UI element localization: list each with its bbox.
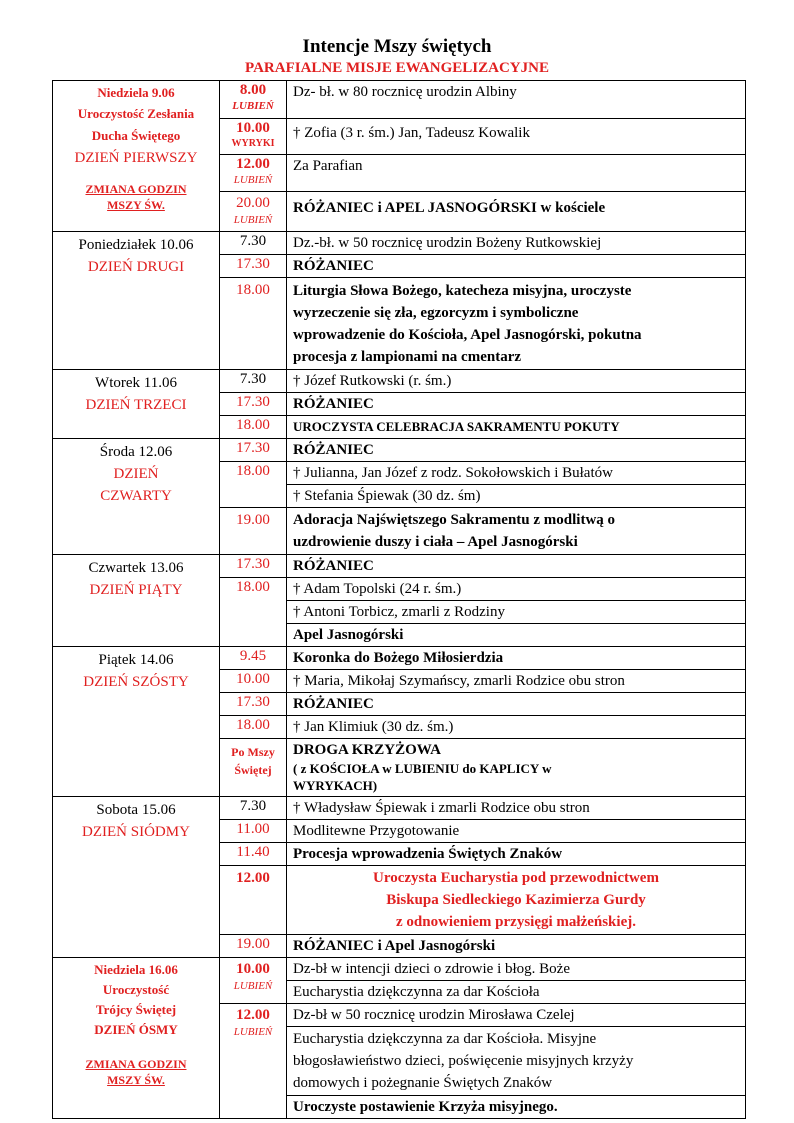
intention-line: Uroczysta Eucharystia pod przewodnictwem: [373, 870, 659, 886]
day-date: Poniedziałek 10.06: [78, 237, 194, 253]
mass-time: 8.00: [239, 82, 267, 98]
intention-cell: Dz- bł. w 80 rocznicę urodzin Albiny: [287, 81, 746, 119]
day-label: DZIEŃ SZÓSTY: [83, 674, 189, 690]
intention-line: Adoracja Najświętszego Sakramentu z modlitwą o: [293, 512, 616, 528]
time-cell: 17.30: [220, 693, 287, 716]
intention-cell: † Maria, Mikołaj Szymańscy, zmarli Rodzice obu stron: [287, 670, 746, 693]
time-cell: 18.00: [220, 278, 287, 370]
time-cell: 12.00: [220, 866, 287, 935]
intention-cell: Apel Jasnogórski: [287, 624, 746, 647]
intention-cell: RÓŻANIEC: [287, 393, 746, 416]
schedule-change-note: MSZY ŚW.: [107, 198, 165, 212]
intention-cell: Procesja wprowadzenia Świętych Znaków: [287, 843, 746, 866]
day-feast: Uroczystość Zesłania: [77, 106, 195, 121]
day-label: DZIEŃ: [113, 466, 159, 482]
day-label: DZIEŃ PIERWSZY: [74, 150, 198, 166]
table-row: [53, 232, 746, 255]
time-cell: 17.30: [220, 393, 287, 416]
table-row: [53, 370, 746, 393]
schedule-table: [52, 80, 746, 1119]
day-date: Niedziela 9.06: [97, 85, 175, 100]
table-row: [53, 958, 746, 981]
time-cell: 19.00: [220, 508, 287, 555]
intention-cell: † Adam Topolski (24 r. śm.): [287, 578, 746, 601]
table-row: [53, 439, 746, 462]
day-cell: [53, 958, 220, 1119]
time-cell: [220, 192, 287, 232]
time-cell: 18.00: [220, 578, 287, 647]
schedule-change-note: ZMIANA GODZIN: [85, 182, 187, 196]
day-cell: [53, 647, 220, 797]
intention-cell: † Julianna, Jan Józef z rodz. Sokołowskich i Bułatów: [287, 462, 746, 485]
mass-place: LUBIEŃ: [233, 980, 273, 992]
day-label: DZIEŃ ÓSMY: [94, 1022, 178, 1037]
intention-line: Biskupa Siedleckiego Kazimierza Gurdy: [386, 892, 646, 908]
schedule-change-note: MSZY ŚW.: [107, 1073, 165, 1087]
intention-line: uzdrowienie duszy i ciała – Apel Jasnogórski: [293, 534, 578, 550]
intention-cell: † Stefania Śpiewak (30 dz. śm): [287, 485, 746, 508]
intention-cell: [287, 508, 746, 555]
day-date: Czwartek 13.06: [88, 560, 184, 576]
page-subtitle: PARAFIALNE MISJE EWANGELIZACYJNE: [245, 60, 549, 76]
table-row: [53, 81, 746, 119]
day-label: CZWARTY: [100, 488, 172, 504]
mass-time: 10.00: [236, 120, 270, 136]
day-label: DZIEŃ DRUGI: [87, 259, 185, 275]
mass-place: LUBIEŃ: [233, 1026, 273, 1038]
time-cell: 7.30: [220, 232, 287, 255]
intention-cell: Dz-bł w 50 rocznicę urodzin Mirosława Czelej: [287, 1004, 746, 1027]
time-cell: 17.30: [220, 555, 287, 578]
day-label: DZIEŃ PIĄTY: [89, 582, 183, 598]
mass-time: 20.00: [236, 195, 270, 211]
mass-place: WYRYKI: [231, 138, 275, 149]
intention-cell: † Jan Klimiuk (30 dz. śm.): [287, 716, 746, 739]
day-cell: [53, 439, 220, 555]
intention-line: Liturgia Słowa Bożego, katecheza misyjna, uroczyste: [293, 283, 632, 299]
time-cell: 9.45: [220, 647, 287, 670]
intention-cell: [287, 739, 746, 797]
day-feast: Ducha Świętego: [91, 128, 181, 143]
intention-cell: Dz.-bł. w 50 rocznicę urodzin Bożeny Rutkowskiej: [287, 232, 746, 255]
intention-cell: [287, 1027, 746, 1096]
time-cell: 18.00: [220, 716, 287, 739]
day-cell: [53, 555, 220, 647]
intention-cell: † Władysław Śpiewak i zmarli Rodzice obu stron: [287, 797, 746, 820]
intention-cell: RÓŻANIEC i Apel Jasnogórski: [287, 935, 746, 958]
time-cell: [220, 81, 287, 119]
intention-cell: Za Parafian: [287, 155, 746, 192]
time-cell: 18.00: [220, 416, 287, 439]
day-cell: [53, 232, 220, 370]
time-cell: [220, 119, 287, 155]
intention-cell: RÓŻANIEC: [287, 555, 746, 578]
time-cell: 11.00: [220, 820, 287, 843]
day-cell: [53, 370, 220, 439]
intention-cell: RÓŻANIEC: [287, 693, 746, 716]
intention-line: WYRYKACH): [293, 778, 378, 793]
intention-cell: Modlitewne Przygotowanie: [287, 820, 746, 843]
intention-cell: RÓŻANIEC: [287, 255, 746, 278]
day-cell: [53, 81, 220, 232]
intention-line: błogosławieństwo dzieci, poświęcenie misyjnych krzyży: [293, 1053, 634, 1069]
intention-cell: Uroczyste postawienie Krzyża misyjnego.: [287, 1096, 746, 1119]
day-label: DZIEŃ TRZECI: [85, 397, 187, 413]
time-cell: 19.00: [220, 935, 287, 958]
intention-line: domowych i pożegnanie Świętych Znaków: [293, 1075, 553, 1091]
intention-line: wyrzeczenie się zła, egzorcyzm i symboliczne: [293, 305, 579, 321]
time-cell: [220, 739, 287, 797]
intention-cell: † Józef Rutkowski (r. śm.): [287, 370, 746, 393]
time-cell: 17.30: [220, 255, 287, 278]
day-feast: Trójcy Świętej: [95, 1002, 177, 1017]
intention-line: wprowadzenie do Kościoła, Apel Jasnogórski, pokutna: [293, 327, 642, 343]
intention-line: Eucharystia dziękczynna za dar Kościoła. Misyjne: [293, 1031, 597, 1047]
schedule-change-note: ZMIANA GODZIN: [85, 1057, 187, 1071]
intention-line: z odnowieniem przysięgi małżeńskiej.: [396, 914, 636, 930]
mass-place: LUBIEŃ: [233, 174, 273, 186]
day-cell: [53, 797, 220, 958]
day-date: Środa 12.06: [99, 444, 173, 460]
time-cell: [220, 1004, 287, 1119]
table-row: [53, 555, 746, 578]
time-cell: 10.00: [220, 670, 287, 693]
mass-time: 10.00: [236, 961, 270, 977]
mass-place: LUBIEŃ: [232, 100, 274, 112]
time-cell: 11.40: [220, 843, 287, 866]
day-feast: Uroczystość: [102, 982, 170, 997]
intention-cell: [287, 416, 746, 439]
intention-line: DROGA KRZYŻOWA: [293, 742, 441, 758]
day-label: DZIEŃ SIÓDMY: [82, 824, 190, 840]
intention-cell: [287, 278, 746, 370]
day-date: Wtorek 11.06: [95, 375, 177, 391]
mass-place: LUBIEŃ: [233, 214, 273, 226]
intention-cell: † Antoni Torbicz, zmarli z Rodziny: [287, 601, 746, 624]
mass-time: Świętej: [234, 763, 272, 777]
intention-cell: RÓŻANIEC: [287, 439, 746, 462]
intention-cell: Eucharystia dziękczynna za dar Kościoła: [287, 981, 746, 1004]
intention-cell: Koronka do Bożego Miłosierdzia: [287, 647, 746, 670]
time-cell: 7.30: [220, 797, 287, 820]
day-date: Niedziela 16.06: [94, 962, 178, 977]
mass-time: 12.00: [236, 156, 270, 172]
intention-line: ( z KOŚCIOŁA w LUBIENIU do KAPLICY w: [293, 761, 552, 776]
time-cell: 7.30: [220, 370, 287, 393]
page-title: Intencje Mszy świętych: [302, 36, 492, 57]
intention-cell: RÓŻANIEC i APEL JASNOGÓRSKI w kościele: [287, 192, 746, 232]
day-date: Piątek 14.06: [98, 652, 174, 668]
table-row: [53, 797, 746, 820]
intention-line: procesja z lampionami na cmentarz: [293, 349, 522, 365]
mass-time: 12.00: [236, 1007, 270, 1023]
time-cell: 17.30: [220, 439, 287, 462]
time-cell: [220, 155, 287, 192]
time-cell: [220, 958, 287, 1004]
table-row: [53, 647, 746, 670]
time-cell: 18.00: [220, 462, 287, 508]
day-date: Sobota 15.06: [96, 802, 176, 818]
intention-cell: † Zofia (3 r. śm.) Jan, Tadeusz Kowalik: [287, 119, 746, 155]
intention-line: UROCZYSTA CELEBRACJA SAKRAMENTU POKUTY: [293, 419, 620, 434]
mass-time: Po Mszy: [231, 745, 275, 759]
intention-cell: Dz-bł w intencji dzieci o zdrowie i błog. Boże: [287, 958, 746, 981]
intention-cell: [287, 866, 746, 935]
